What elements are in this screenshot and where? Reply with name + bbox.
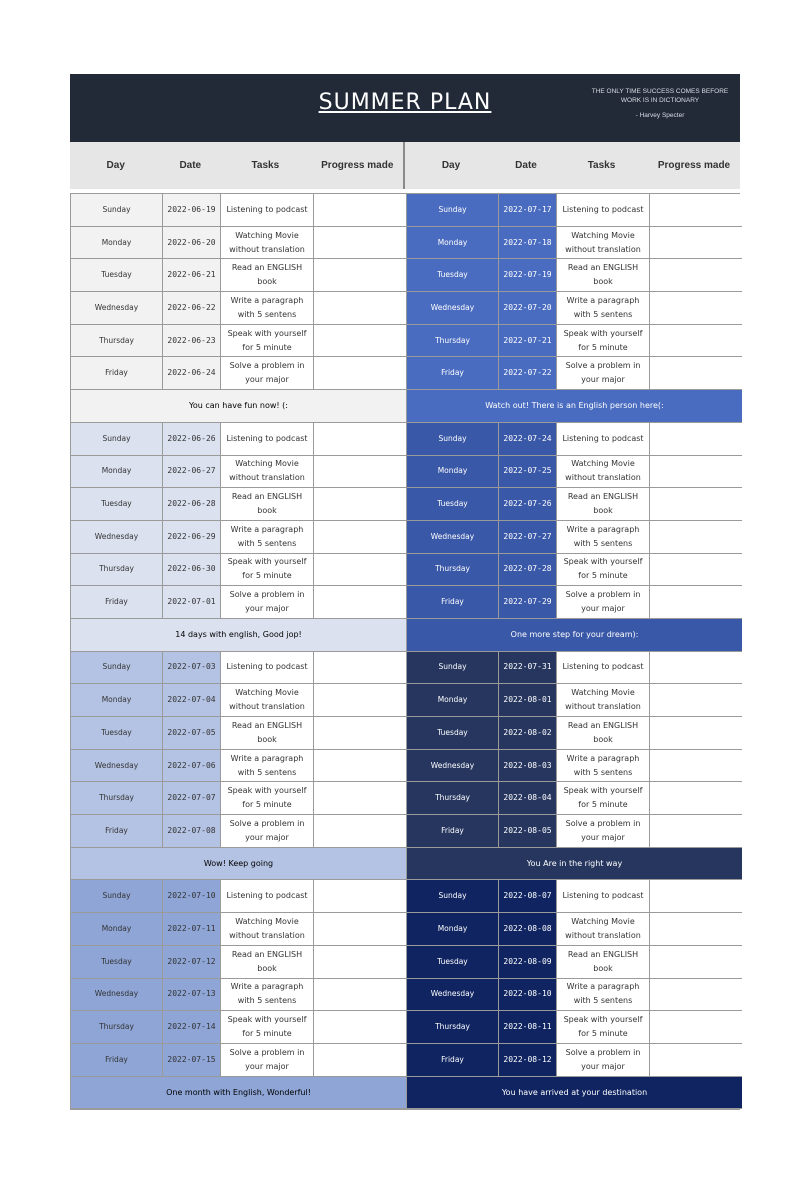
- progress-cell[interactable]: [314, 586, 406, 618]
- day-cell: Monday: [407, 913, 499, 945]
- task-cell: Speak with yourself for 5 minute: [221, 325, 314, 357]
- day-cell: Sunday: [71, 880, 163, 912]
- task-cell: Listening to podcast: [221, 423, 314, 455]
- task-cell: Listening to podcast: [557, 652, 650, 684]
- progress-cell[interactable]: [650, 1044, 742, 1076]
- progress-cell[interactable]: [650, 750, 742, 782]
- week-message: You can have fun now! (:: [71, 390, 406, 423]
- date-cell: 2022-06-20: [163, 227, 221, 259]
- progress-cell[interactable]: [314, 325, 406, 357]
- table-row: [71, 194, 406, 227]
- task-cell: Listening to podcast: [221, 880, 314, 912]
- day-cell: Wednesday: [71, 292, 163, 324]
- date-cell: 2022-08-11: [499, 1011, 557, 1043]
- task-cell: Solve a problem in your major: [557, 357, 650, 389]
- table-row: [407, 913, 742, 946]
- date-cell: 2022-06-30: [163, 554, 221, 586]
- task-cell: Listening to podcast: [557, 880, 650, 912]
- day-cell: Tuesday: [407, 717, 499, 749]
- table-row: [71, 717, 406, 750]
- date-cell: 2022-08-10: [499, 979, 557, 1011]
- table-row: [407, 456, 742, 489]
- day-cell: Wednesday: [71, 521, 163, 553]
- week-message: One month with English, Wonderful!: [71, 1077, 406, 1110]
- progress-cell[interactable]: [314, 357, 406, 389]
- progress-cell[interactable]: [650, 292, 742, 324]
- progress-cell[interactable]: [650, 357, 742, 389]
- date-cell: 2022-08-08: [499, 913, 557, 945]
- day-cell: Friday: [71, 815, 163, 847]
- table-row: [71, 815, 406, 848]
- progress-cell[interactable]: [650, 456, 742, 488]
- task-cell: Listening to podcast: [557, 194, 650, 226]
- week-message: You Are in the right way: [407, 848, 742, 881]
- date-cell: 2022-07-06: [163, 750, 221, 782]
- date-cell: 2022-06-22: [163, 292, 221, 324]
- task-cell: Read an ENGLISH book: [557, 259, 650, 291]
- table-row: [71, 1011, 406, 1044]
- progress-cell[interactable]: [650, 1011, 742, 1043]
- progress-cell[interactable]: [650, 488, 742, 520]
- progress-cell[interactable]: [650, 880, 742, 912]
- task-cell: Solve a problem in your major: [557, 586, 650, 618]
- date-cell: 2022-08-01: [499, 684, 557, 716]
- progress-cell[interactable]: [650, 194, 742, 226]
- progress-cell[interactable]: [314, 227, 406, 259]
- task-cell: Listening to podcast: [557, 423, 650, 455]
- date-cell: 2022-07-12: [163, 946, 221, 978]
- day-cell: Tuesday: [71, 259, 163, 291]
- column-header-row: [70, 142, 740, 189]
- table-row: [71, 913, 406, 946]
- table-row: [407, 652, 742, 685]
- day-cell: Monday: [407, 227, 499, 259]
- progress-cell[interactable]: [314, 913, 406, 945]
- progress-cell[interactable]: [314, 1044, 406, 1076]
- table-row: [71, 292, 406, 325]
- progress-cell[interactable]: [650, 227, 742, 259]
- day-cell: Wednesday: [407, 521, 499, 553]
- header-date: Date: [179, 160, 202, 171]
- date-cell: 2022-06-21: [163, 259, 221, 291]
- progress-cell[interactable]: [314, 259, 406, 291]
- day-cell: Friday: [407, 357, 499, 389]
- table-row: [71, 325, 406, 358]
- progress-cell[interactable]: [314, 292, 406, 324]
- task-cell: Write a paragraph with 5 sentens: [557, 750, 650, 782]
- task-cell: Write a paragraph with 5 sentens: [221, 750, 314, 782]
- task-cell: Read an ENGLISH book: [221, 946, 314, 978]
- day-cell: Wednesday: [71, 750, 163, 782]
- day-cell: Sunday: [71, 423, 163, 455]
- task-cell: Watching Movie without translation: [221, 684, 314, 716]
- date-cell: 2022-06-26: [163, 423, 221, 455]
- progress-cell[interactable]: [314, 684, 406, 716]
- date-cell: 2022-07-27: [499, 521, 557, 553]
- task-cell: Speak with yourself for 5 minute: [221, 782, 314, 814]
- task-cell: Speak with yourself for 5 minute: [221, 554, 314, 586]
- progress-cell[interactable]: [314, 521, 406, 553]
- left-schedule-column: [71, 194, 407, 1109]
- week-message: One more step for your dream):: [407, 619, 742, 652]
- date-cell: 2022-08-07: [499, 880, 557, 912]
- day-cell: Friday: [407, 586, 499, 618]
- day-cell: Monday: [407, 456, 499, 488]
- task-cell: Solve a problem in your major: [557, 1044, 650, 1076]
- task-cell: Listening to podcast: [221, 652, 314, 684]
- date-cell: 2022-07-28: [499, 554, 557, 586]
- day-cell: Tuesday: [407, 946, 499, 978]
- header-date: Date: [515, 160, 537, 171]
- day-cell: Tuesday: [71, 946, 163, 978]
- title-banner: [70, 74, 740, 142]
- table-row: [71, 586, 406, 619]
- day-cell: Tuesday: [407, 488, 499, 520]
- table-row: [71, 423, 406, 456]
- progress-cell[interactable]: [314, 554, 406, 586]
- day-cell: Tuesday: [71, 717, 163, 749]
- table-row: [407, 979, 742, 1012]
- progress-cell[interactable]: [314, 194, 406, 226]
- table-row: [71, 782, 406, 815]
- table-row: [407, 292, 742, 325]
- day-cell: Thursday: [71, 782, 163, 814]
- date-cell: 2022-07-08: [163, 815, 221, 847]
- progress-cell[interactable]: [650, 521, 742, 553]
- table-row: [407, 717, 742, 750]
- header-tasks: Tasks: [251, 160, 280, 171]
- day-cell: Wednesday: [407, 292, 499, 324]
- progress-cell[interactable]: [650, 423, 742, 455]
- date-cell: 2022-06-28: [163, 488, 221, 520]
- task-cell: Speak with yourself for 5 minute: [557, 782, 650, 814]
- date-cell: 2022-07-29: [499, 586, 557, 618]
- day-cell: Tuesday: [71, 488, 163, 520]
- date-cell: 2022-08-09: [499, 946, 557, 978]
- quote: [590, 87, 730, 120]
- date-cell: 2022-08-05: [499, 815, 557, 847]
- date-cell: 2022-07-31: [499, 652, 557, 684]
- progress-cell[interactable]: [650, 717, 742, 749]
- table-row: [407, 488, 742, 521]
- summer-plan-sheet: [70, 74, 740, 1110]
- table-row: [407, 815, 742, 848]
- task-cell: Read an ENGLISH book: [221, 488, 314, 520]
- header-progress: Progress made: [657, 160, 731, 171]
- progress-cell[interactable]: [314, 750, 406, 782]
- task-cell: Write a paragraph with 5 sentens: [221, 292, 314, 324]
- date-cell: 2022-07-13: [163, 979, 221, 1011]
- table-row: [71, 259, 406, 292]
- date-cell: 2022-07-05: [163, 717, 221, 749]
- task-cell: Read an ENGLISH book: [557, 488, 650, 520]
- task-cell: Solve a problem in your major: [221, 586, 314, 618]
- table-row: [407, 880, 742, 913]
- task-cell: Read an ENGLISH book: [221, 259, 314, 291]
- progress-cell[interactable]: [650, 946, 742, 978]
- date-cell: 2022-07-25: [499, 456, 557, 488]
- header-day: Day: [106, 160, 125, 171]
- date-cell: 2022-07-07: [163, 782, 221, 814]
- date-cell: 2022-06-23: [163, 325, 221, 357]
- progress-cell[interactable]: [650, 979, 742, 1011]
- task-cell: Watching Movie without translation: [557, 227, 650, 259]
- progress-cell[interactable]: [314, 880, 406, 912]
- day-cell: Monday: [71, 456, 163, 488]
- task-cell: Watching Movie without translation: [221, 913, 314, 945]
- progress-cell[interactable]: [314, 946, 406, 978]
- table-row: [407, 1011, 742, 1044]
- date-cell: 2022-06-24: [163, 357, 221, 389]
- quote-author: - Harvey Specter: [635, 112, 685, 119]
- table-row: [71, 946, 406, 979]
- task-cell: Write a paragraph with 5 sentens: [557, 979, 650, 1011]
- header-progress: Progress made: [321, 160, 394, 171]
- date-cell: 2022-07-03: [163, 652, 221, 684]
- day-cell: Friday: [71, 1044, 163, 1076]
- table-row: [407, 782, 742, 815]
- date-cell: 2022-07-18: [499, 227, 557, 259]
- day-cell: Sunday: [71, 194, 163, 226]
- progress-cell[interactable]: [650, 782, 742, 814]
- progress-cell[interactable]: [314, 652, 406, 684]
- day-cell: Monday: [71, 913, 163, 945]
- date-cell: 2022-07-04: [163, 684, 221, 716]
- day-cell: Friday: [71, 586, 163, 618]
- date-cell: 2022-08-04: [499, 782, 557, 814]
- date-cell: 2022-07-10: [163, 880, 221, 912]
- task-cell: Write a paragraph with 5 sentens: [221, 979, 314, 1011]
- day-cell: Monday: [71, 227, 163, 259]
- table-row: [71, 456, 406, 489]
- day-cell: Thursday: [71, 554, 163, 586]
- day-cell: Thursday: [407, 325, 499, 357]
- page-title: SUMMER PLAN: [318, 90, 492, 115]
- day-cell: Thursday: [407, 1011, 499, 1043]
- day-cell: Monday: [407, 684, 499, 716]
- right-schedule-column: [407, 194, 742, 1109]
- day-cell: Tuesday: [407, 259, 499, 291]
- date-cell: 2022-07-22: [499, 357, 557, 389]
- task-cell: Solve a problem in your major: [221, 815, 314, 847]
- table-row: [71, 1044, 406, 1077]
- table-row: [71, 684, 406, 717]
- progress-cell[interactable]: [650, 913, 742, 945]
- table-row: [407, 357, 742, 390]
- task-cell: Solve a problem in your major: [221, 357, 314, 389]
- table-row: [71, 357, 406, 390]
- table-row: [407, 194, 742, 227]
- date-cell: 2022-07-15: [163, 1044, 221, 1076]
- table-row: [407, 325, 742, 358]
- progress-cell[interactable]: [650, 652, 742, 684]
- table-row: [407, 750, 742, 783]
- progress-cell[interactable]: [314, 979, 406, 1011]
- date-cell: 2022-06-29: [163, 521, 221, 553]
- task-cell: Read an ENGLISH book: [557, 717, 650, 749]
- table-row: [407, 227, 742, 260]
- table-row: [71, 750, 406, 783]
- progress-cell[interactable]: [314, 815, 406, 847]
- table-row: [71, 652, 406, 685]
- table-row: [407, 521, 742, 554]
- table-row: [71, 488, 406, 521]
- date-cell: 2022-07-24: [499, 423, 557, 455]
- day-cell: Sunday: [407, 423, 499, 455]
- task-cell: Solve a problem in your major: [557, 815, 650, 847]
- day-cell: Wednesday: [407, 750, 499, 782]
- task-cell: Watching Movie without translation: [221, 456, 314, 488]
- task-cell: Speak with yourself for 5 minute: [557, 325, 650, 357]
- table-row: [407, 684, 742, 717]
- week-message: 14 days with english, Good jop!: [71, 619, 406, 652]
- task-cell: Solve a problem in your major: [221, 1044, 314, 1076]
- date-cell: 2022-06-27: [163, 456, 221, 488]
- task-cell: Watching Movie without translation: [221, 227, 314, 259]
- date-cell: 2022-08-03: [499, 750, 557, 782]
- day-cell: Thursday: [71, 1011, 163, 1043]
- progress-cell[interactable]: [650, 684, 742, 716]
- task-cell: Write a paragraph with 5 sentens: [557, 292, 650, 324]
- task-cell: Write a paragraph with 5 sentens: [557, 521, 650, 553]
- date-cell: 2022-07-01: [163, 586, 221, 618]
- progress-cell[interactable]: [650, 586, 742, 618]
- task-cell: Speak with yourself for 5 minute: [557, 1011, 650, 1043]
- task-cell: Write a paragraph with 5 sentens: [221, 521, 314, 553]
- progress-cell[interactable]: [314, 782, 406, 814]
- date-cell: 2022-07-17: [499, 194, 557, 226]
- table-row: [407, 423, 742, 456]
- task-cell: Listening to podcast: [221, 194, 314, 226]
- day-cell: Sunday: [407, 880, 499, 912]
- week-message: Watch out! There is an English person here(:: [407, 390, 742, 423]
- date-cell: 2022-08-02: [499, 717, 557, 749]
- table-row: [71, 880, 406, 913]
- date-cell: 2022-07-26: [499, 488, 557, 520]
- quote-text: THE ONLY TIME SUCCESS COMES BEFORE WORK IS IN DICTIONARY: [591, 88, 729, 104]
- task-cell: Speak with yourself for 5 minute: [221, 1011, 314, 1043]
- task-cell: Speak with yourself for 5 minute: [557, 554, 650, 586]
- plan-table: [70, 193, 740, 1110]
- date-cell: 2022-07-19: [499, 259, 557, 291]
- table-row: [407, 554, 742, 587]
- day-cell: Sunday: [71, 652, 163, 684]
- right-column-headers: [405, 142, 740, 189]
- day-cell: Sunday: [407, 194, 499, 226]
- table-row: [407, 946, 742, 979]
- table-row: [407, 259, 742, 292]
- table-row: [407, 586, 742, 619]
- week-message: You have arrived at your destination: [407, 1077, 742, 1110]
- task-cell: Read an ENGLISH book: [221, 717, 314, 749]
- day-cell: Wednesday: [71, 979, 163, 1011]
- progress-cell[interactable]: [650, 554, 742, 586]
- progress-cell[interactable]: [314, 1011, 406, 1043]
- day-cell: Monday: [71, 684, 163, 716]
- table-row: [71, 554, 406, 587]
- table-row: [71, 227, 406, 260]
- day-cell: Thursday: [407, 782, 499, 814]
- left-column-headers: [70, 142, 405, 189]
- task-cell: Watching Movie without translation: [557, 456, 650, 488]
- date-cell: 2022-07-21: [499, 325, 557, 357]
- day-cell: Sunday: [407, 652, 499, 684]
- task-cell: Read an ENGLISH book: [557, 946, 650, 978]
- day-cell: Friday: [407, 815, 499, 847]
- progress-cell[interactable]: [314, 423, 406, 455]
- date-cell: 2022-07-14: [163, 1011, 221, 1043]
- progress-cell[interactable]: [650, 259, 742, 291]
- day-cell: Thursday: [407, 554, 499, 586]
- day-cell: Thursday: [71, 325, 163, 357]
- progress-cell[interactable]: [650, 325, 742, 357]
- task-cell: Watching Movie without translation: [557, 913, 650, 945]
- date-cell: 2022-06-19: [163, 194, 221, 226]
- date-cell: 2022-08-12: [499, 1044, 557, 1076]
- table-row: [71, 979, 406, 1012]
- progress-cell[interactable]: [650, 815, 742, 847]
- day-cell: Friday: [71, 357, 163, 389]
- day-cell: Friday: [407, 1044, 499, 1076]
- day-cell: Wednesday: [407, 979, 499, 1011]
- task-cell: Watching Movie without translation: [557, 684, 650, 716]
- date-cell: 2022-07-20: [499, 292, 557, 324]
- progress-cell[interactable]: [314, 488, 406, 520]
- header-day: Day: [441, 160, 461, 171]
- date-cell: 2022-07-11: [163, 913, 221, 945]
- progress-cell[interactable]: [314, 456, 406, 488]
- table-row: [407, 1044, 742, 1077]
- week-message: Wow! Keep going: [71, 848, 406, 881]
- header-tasks: Tasks: [587, 160, 616, 171]
- table-row: [71, 521, 406, 554]
- progress-cell[interactable]: [314, 717, 406, 749]
